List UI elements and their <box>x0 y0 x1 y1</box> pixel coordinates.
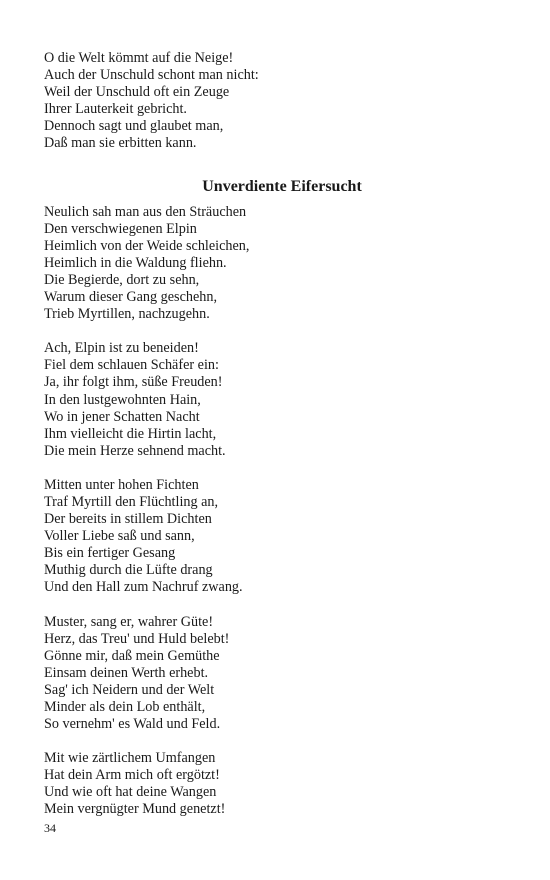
verse-line: In den lustgewohnten Hain, <box>44 391 201 408</box>
verse-line: Muthig durch die Lüfte drang <box>44 562 213 579</box>
stanza-5 <box>44 750 514 818</box>
verse-line: So vernehm' es Wald und Feld. <box>44 716 221 733</box>
poem-title: Unverdiente Eifersucht <box>202 177 362 195</box>
verse-line: Wo in jener Schatten Nacht <box>44 408 200 425</box>
stanza-gap <box>44 323 514 340</box>
verse-line: Mit wie zärtlichem Umfangen <box>44 750 216 767</box>
stanza-1 <box>44 204 514 324</box>
verse-line: Minder als dein Lob enthält, <box>44 699 206 715</box>
verse-line: Gönne mir, daß mein Gemüthe <box>44 647 220 664</box>
verse-line: Der bereits in stillem Dichten <box>44 511 212 528</box>
verse-line: Auch der Unschuld schont man nicht: <box>44 67 259 84</box>
opening-stanza <box>44 50 514 153</box>
verse-line: Voller Liebe saß und sann, <box>44 528 195 545</box>
verse-line: Dennoch sagt und glaubet man, <box>44 118 224 135</box>
verse-line: Warum dieser Gang geschehn, <box>44 289 217 306</box>
verse-line: Heimlich in die Waldung fliehn. <box>44 254 227 271</box>
verse-line: Ach, Elpin ist zu beneiden! <box>44 340 199 357</box>
verse-line: Mein vergnügter Mund genetzt! <box>44 801 226 818</box>
stanza-gap <box>44 597 514 614</box>
verse-line: Hat dein Arm mich oft ergötzt! <box>44 767 220 784</box>
stanza-gap <box>44 733 514 750</box>
verse-line: Und den Hall zum Nachruf zwang. <box>44 579 243 596</box>
verse-line: O die Welt kömmt auf die Neige! <box>44 50 234 66</box>
verse-line: Sag' ich Neidern und der Welt <box>44 681 215 698</box>
page-number: 34 <box>44 821 56 835</box>
verse-line: Muster, sang er, wahrer Güte! <box>44 613 214 630</box>
page-body <box>44 50 514 819</box>
verse-line: Weil der Unschuld oft ein Zeuge <box>44 84 230 101</box>
verse-line: Ihrer Lauterkeit gebricht. <box>44 101 187 118</box>
verse-line: Traf Myrtill den Flüchtling an, <box>44 493 219 510</box>
verse-line: Und wie oft hat deine Wangen <box>44 784 217 801</box>
verse-line: Heimlich von der Weide schleichen, <box>44 237 250 254</box>
verse-line: Ihm vielleicht die Hirtin lacht, <box>44 425 217 442</box>
verse-line: Daß man sie erbitten kann. <box>44 135 197 152</box>
stanza-gap <box>44 460 514 477</box>
stanza-3 <box>44 477 514 597</box>
verse-line: Herz, das Treu' und Huld belebt! <box>44 630 230 647</box>
verse-line: Bis ein fertiger Gesang <box>44 545 176 562</box>
verse-line: Einsam deinen Werth erhebt. <box>44 664 209 681</box>
verse-line: Mitten unter hohen Fichten <box>44 476 199 493</box>
verse-line: Den verschwiegenen Elpin <box>44 220 197 237</box>
verse-line: Die mein Herze sehnend macht. <box>44 442 226 459</box>
verse-line: Ja, ihr folgt ihm, süße Freuden! <box>44 374 223 391</box>
verse-line: Neulich sah man aus den Sträuchen <box>44 203 247 220</box>
verse-line: Die Begierde, dort zu sehn, <box>44 271 200 288</box>
verse-line: Trieb Myrtillen, nachzugehn. <box>44 306 210 323</box>
stanza-4 <box>44 614 514 734</box>
verse-line: Fiel dem schlauen Schäfer ein: <box>44 357 219 374</box>
stanza-2 <box>44 340 514 460</box>
